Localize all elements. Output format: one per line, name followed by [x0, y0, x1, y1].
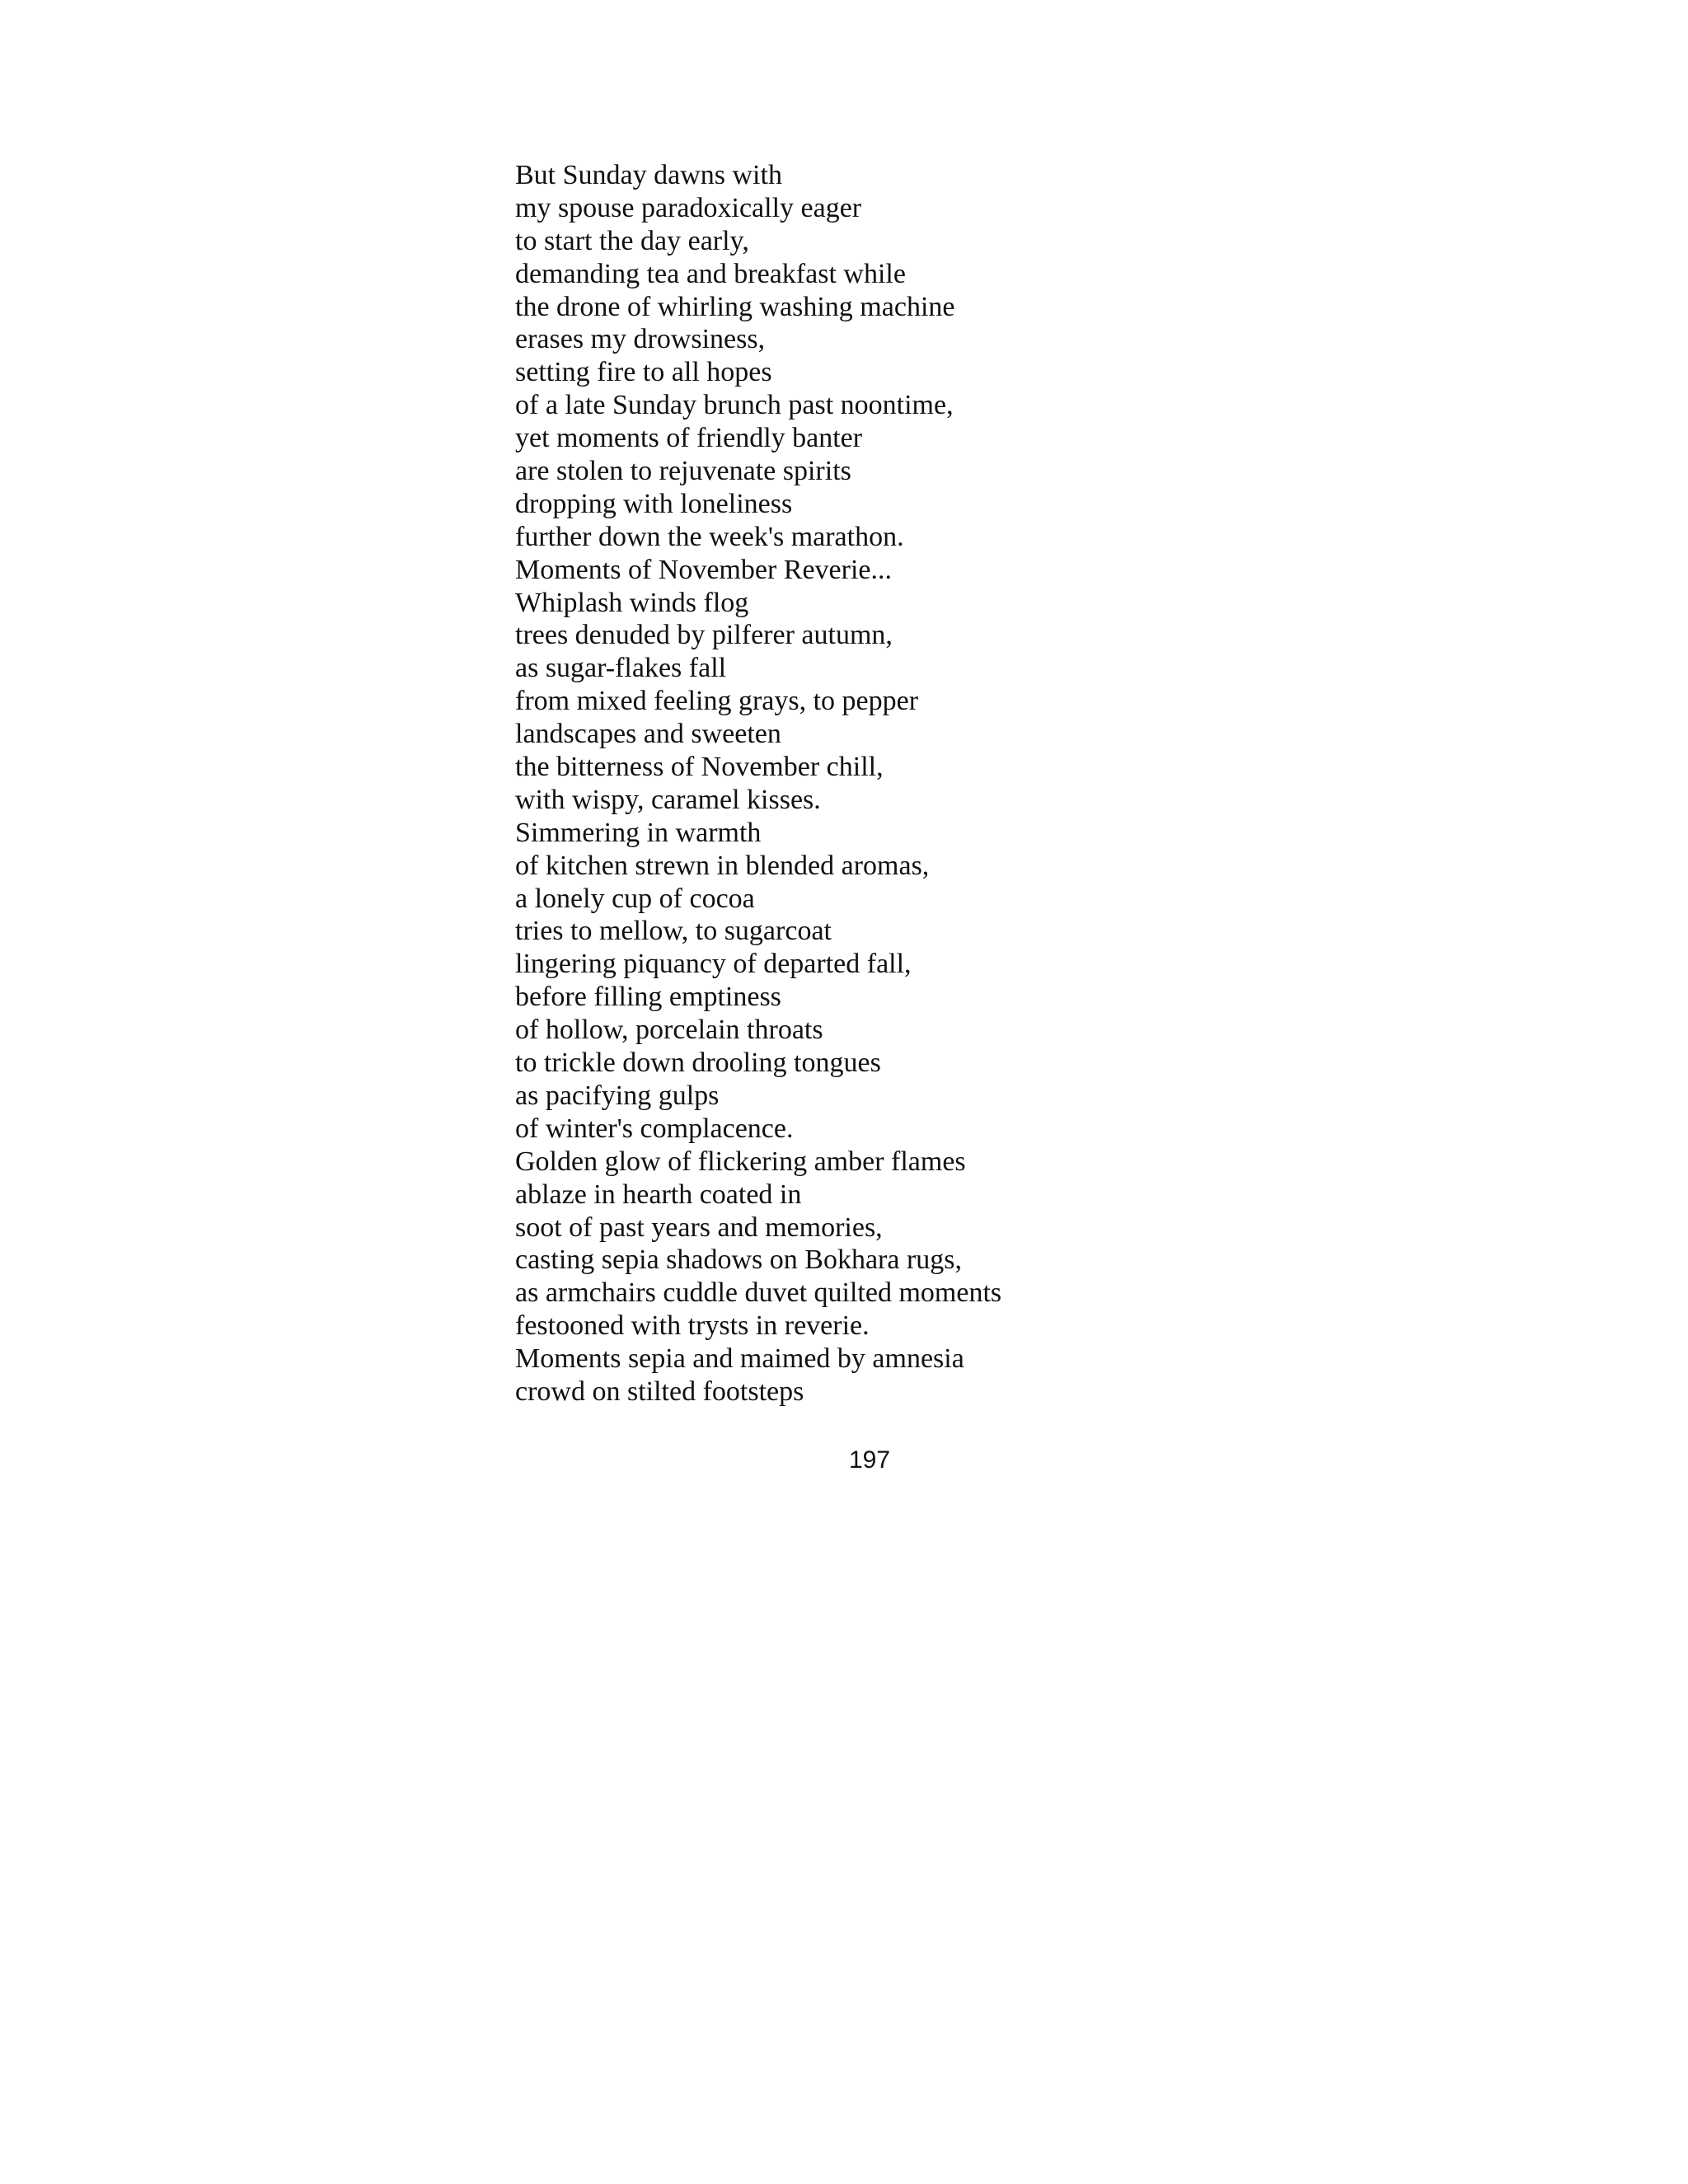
poem-line: crowd on stilted footsteps: [515, 1376, 804, 1407]
poem-line: before filling emptiness: [515, 982, 781, 1013]
poem-line: a lonely cup of cocoa: [515, 883, 755, 914]
poem-line: to trickle down drooling tongues: [515, 1047, 881, 1079]
poem-line: with wispy, caramel kisses.: [515, 784, 821, 815]
poem-line: further down the week's marathon.: [515, 521, 904, 552]
poem-line: soot of past years and memories,: [515, 1212, 883, 1243]
poem-line: the drone of whirling washing machine: [515, 291, 955, 322]
poem-line: erases my drowsiness,: [515, 324, 766, 355]
poem-line: setting fire to all hopes: [515, 357, 772, 388]
page-number: 197: [848, 1446, 891, 1474]
poem-line: dropping with loneliness: [515, 488, 793, 519]
poem-line: of a late Sunday brunch past noontime,: [515, 390, 954, 421]
poem-line: from mixed feeling grays, to pepper: [515, 686, 919, 717]
poem-line: are stolen to rejuvenate spirits: [515, 456, 851, 487]
poem-line: landscapes and sweeten: [515, 719, 781, 750]
poem-line: festooned with trysts in reverie.: [515, 1310, 870, 1342]
poem-line: tries to mellow, to sugarcoat: [515, 916, 832, 947]
poem-line: as sugar-flakes fall: [515, 653, 727, 684]
poem-line: as armchairs cuddle duvet quilted moments: [515, 1277, 1002, 1309]
poem-line: trees denuded by pilferer autumn,: [515, 620, 893, 651]
poem-line: yet moments of friendly banter: [515, 423, 863, 454]
poem-line: my spouse paradoxically eager: [515, 192, 862, 223]
poem-line: of winter's complacence.: [515, 1113, 794, 1144]
poem-line: the bitterness of November chill,: [515, 752, 884, 783]
poem-line: Moments sepia and maimed by amnesia: [515, 1343, 964, 1375]
poem-line: ablaze in hearth coated in: [515, 1179, 802, 1210]
poem-text: [515, 159, 1001, 1408]
poem-line: of kitchen strewn in blended aromas,: [515, 850, 930, 881]
poem-line: lingering piquancy of departed fall,: [515, 949, 912, 980]
poem-line: Golden glow of flickering amber flames: [515, 1146, 966, 1177]
poem-line: to start the day early,: [515, 225, 749, 256]
poem-line: Moments of November Reverie...: [515, 554, 892, 585]
poem-line: But Sunday dawns with: [515, 160, 782, 190]
poem-line: Whiplash winds flog: [515, 587, 749, 618]
poem-line: demanding tea and breakfast while: [515, 258, 906, 289]
poem-line: of hollow, porcelain throats: [515, 1015, 823, 1046]
poem-line: as pacifying gulps: [515, 1080, 720, 1111]
poem-line: Simmering in warmth: [515, 817, 762, 848]
poem-line: casting sepia shadows on Bokhara rugs,: [515, 1244, 963, 1276]
